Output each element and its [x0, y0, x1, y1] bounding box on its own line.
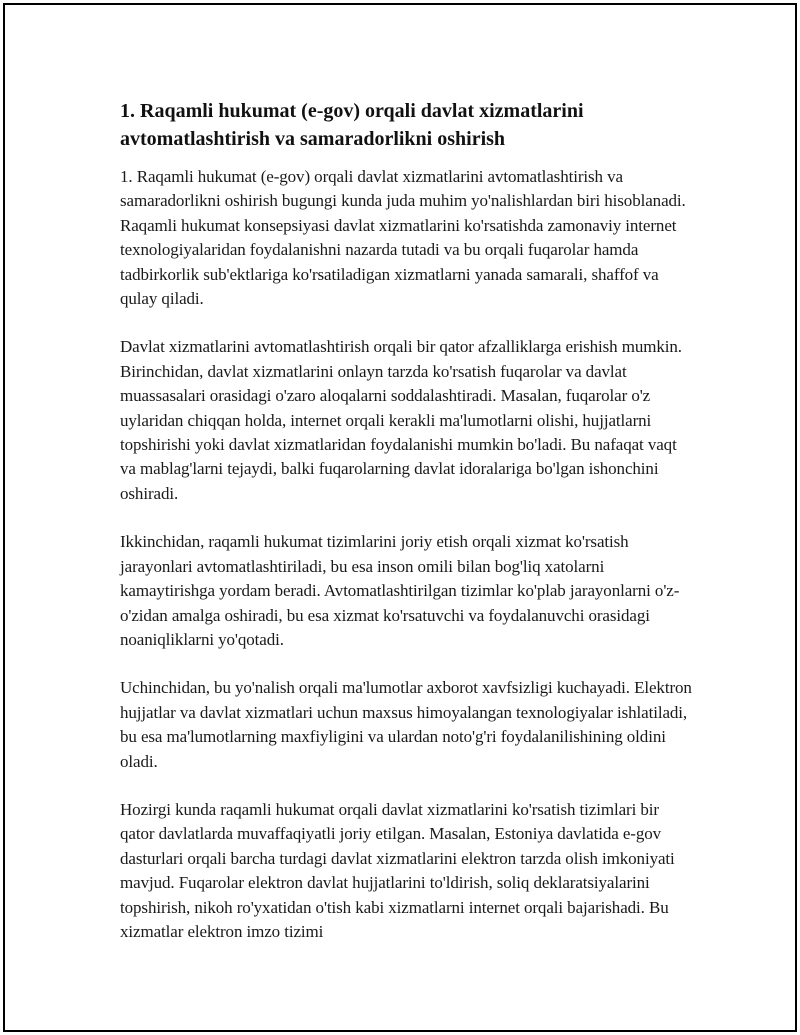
- document-title: 1. Raqamli hukumat (e-gov) orqali davlat xizmatlarini avtomatlashtirish va samaradorlikni oshirish: [120, 100, 584, 150]
- paragraph-second-advantage: Ikkinchidan, raqamli hukumat tizimlarini joriy etish orqali xizmat ko'rsatish jarayonlari avtomatlashtiriladi, bu esa inson omili bilan bog'liq xatolarni kamaytirishga yordam beradi. Avtomatlashtirilgan tizimlar ko'plab jarayonlarni o'z-o'zidan amalga oshiradi, bu esa xizmat ko'rsatuvchi va foydalanuvchi orasidagi noaniqliklarni yo'qotadi.: [120, 532, 680, 649]
- document-content: [120, 97, 695, 944]
- page-frame: [3, 3, 797, 1032]
- paragraph-first-advantage: Davlat xizmatlarini avtomatlashtirish orqali bir qator afzalliklarga erishish mumkin. Birinchidan, davlat xizmatlarini onlayn tarzda ko'rsatish fuqarolar va davlat muassasalari orasidagi o'zaro aloqalarni soddalashtiradi. Masalan, fuqarolar o'z uylaridan chiqqan holda, internet orqali kerakli ma'lumotlarni olishi, hujjatlarni topshirishi yoki davlat xizmatlaridan foydalanishi mumkin bo'ladi. Bu nafaqat vaqt va mablag'larni tejaydi, balki fuqarolarning davlat idoralariga bo'lgan ishonchini oshiradi.: [120, 337, 682, 503]
- paragraph-examples: Hozirgi kunda raqamli hukumat orqali davlat xizmatlarini ko'rsatish tizimlari bir qator davlatlarda muvaffaqiyatli joriy etilgan. Masalan, Estoniya davlatida e-gov dasturlari orqali barcha turdagi davlat xizmatlarini elektron tarzda olish imkoniyati mavjud. Fuqarolar elektron davlat hujjatlarini to'ldirish, soliq deklaratsiyalarini topshirish, nikoh ro'yxatidan o'tish kabi xizmatlarni internet orqali bajarishadi. Bu xizmatlar elektron imzo tizimi: [120, 799, 675, 941]
- paragraph-third-advantage: Uchinchidan, bu yo'nalish orqali ma'lumotlar axborot xavfsizligi kuchayadi. Elektron hujjatlar va davlat xizmatlari uchun maxsus himoyalangan texnologiyalar ishlatiladi, bu esa ma'lumotlarning maxfiyligini va ulardan noto'g'ri foydalanilishining oldini oladi.: [120, 678, 692, 771]
- paragraph-intro: 1. Raqamli hukumat (e-gov) orqali davlat xizmatlarini avtomatlashtirish va samaradorlikni oshirish bugungi kunda juda muhim yo'nalishlardan biri hisoblanadi. Raqamli hukumat konsepsiyasi davlat xizmatlarini ko'rsatishda zamonaviy internet texnologiyalaridan foydalanishni nazarda tutadi va bu orqali fuqarolar hamda tadbirkorlik sub'ektlariga ko'rsatiladigan xizmatlarni yanada samarali, shaffof va qulay qiladi.: [120, 167, 686, 309]
